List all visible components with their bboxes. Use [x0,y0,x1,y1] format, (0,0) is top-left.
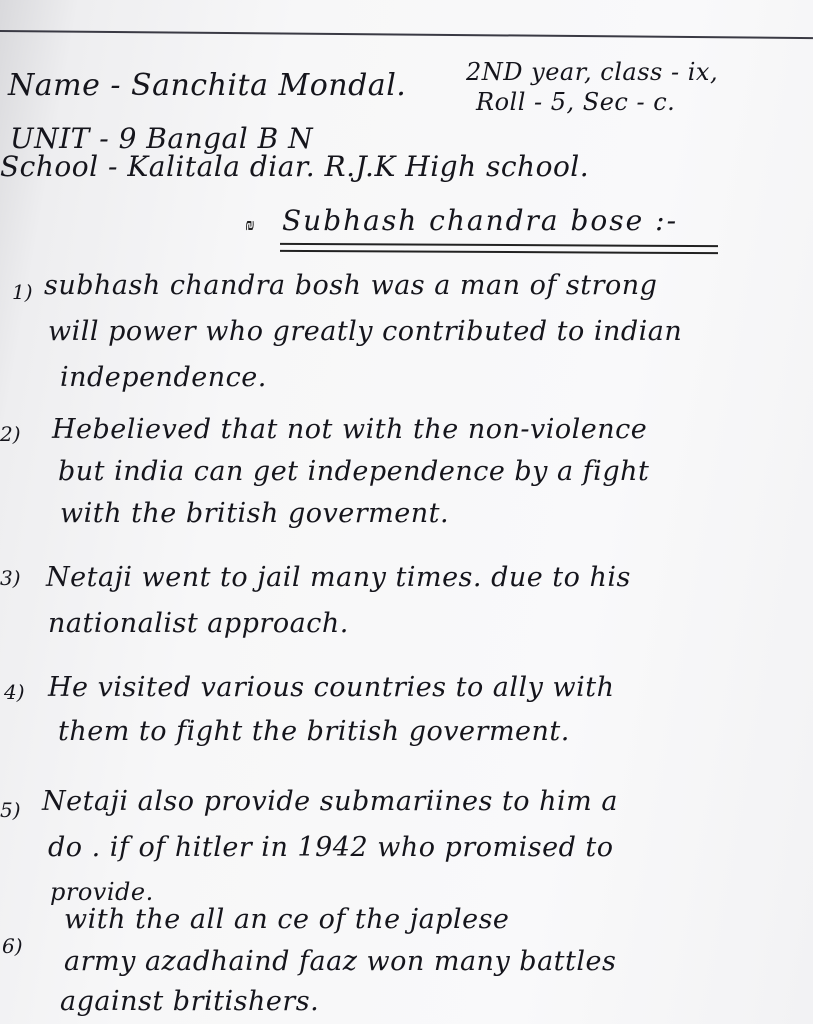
point-line: nationalist approach. [48,608,349,639]
title-scribble: ₪ [245,215,255,234]
point-number: 1) [12,280,33,304]
point-line: provide. [50,878,154,906]
school-line: School - Kalitala diar. R.J.K High school. [0,150,590,183]
point-line: do . if of hitler in 1942 who promised to [48,832,614,863]
point-number: 3) [0,566,21,590]
point-line: them to fight the british goverment. [58,716,570,747]
page-top-rule [0,30,813,39]
point-line: against britishers. [60,986,320,1017]
title-underline [280,243,718,247]
page-title: Subhash chandra bose :- [282,204,679,237]
point-line: Netaji also provide submariines to him a [42,786,618,817]
point-line: army azadhaind faaz won many battles [64,946,617,977]
roll-section: Roll - 5, Sec - c. [476,88,676,116]
title-underline-double [280,250,718,254]
point-number: 4) [4,680,25,704]
point-line: will power who greatly contributed to indian [48,316,683,347]
unit-line: UNIT - 9 Bangal B N [10,122,314,155]
point-line: Hebelieved that not with the non-violence [52,414,648,445]
point-number: 5) [0,798,21,822]
point-line: independence. [60,362,267,393]
point-line: with the all an ce of the japlese [64,904,510,935]
point-line: but india can get independence by a fight [58,456,650,487]
student-name: Name - Sanchita Mondal. [8,68,407,103]
point-line: Netaji went to jail many times. due to his [46,562,631,593]
point-line: with the british goverment. [60,498,450,529]
year-class: 2ND year, class - ix, [466,58,719,86]
point-line: He visited various countries to ally with [48,672,615,703]
point-number: 2) [0,422,21,446]
point-line: subhash chandra bosh was a man of strong [44,270,658,301]
point-number: 6) [2,934,23,958]
